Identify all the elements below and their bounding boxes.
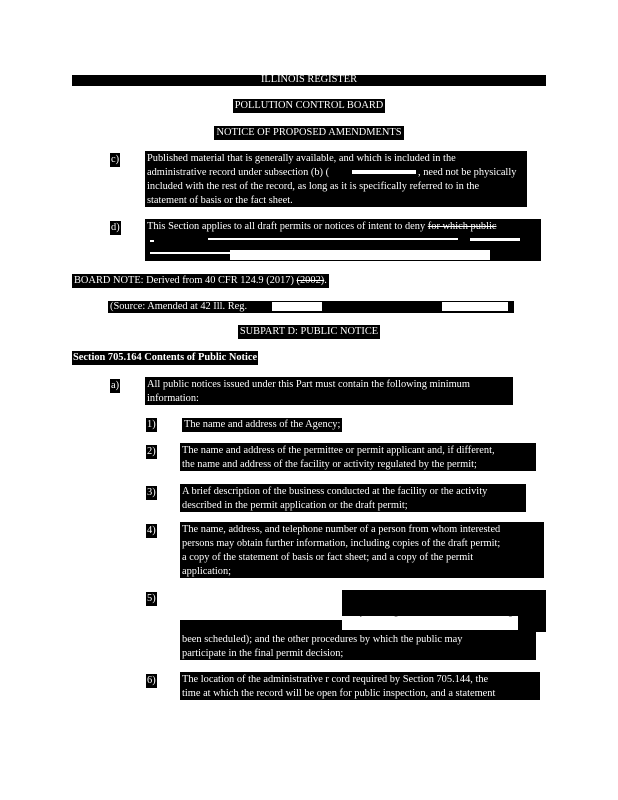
item-c-line-4: statement of basis or the fact sheet.: [147, 195, 293, 206]
item-c-line-2a: administrative record under subsection (b) (: [147, 167, 330, 178]
item-c-line-3: included with the rest of the record, as long as it is specifically referred to in the: [147, 181, 480, 192]
subitem-4-line-1: The name, address, and telephone number of a person from whom interested: [182, 524, 501, 535]
subitem-3-line-2: described in the permit application or the draft permit;: [182, 500, 408, 511]
subitem-2-label: 2): [147, 446, 156, 457]
subitem-6-line-2: time at which the record will be open for public inspection, and a statement: [182, 688, 496, 699]
scan-noise: [208, 238, 458, 240]
subitem-6-line-1: The location of the administrative r cord required by Section 705.144, the: [182, 674, 489, 685]
subpart-title-text: SUBPART D: PUBLIC NOTICE: [239, 326, 379, 337]
subitem-5-line-4: been scheduled); and the other procedures by which the public may: [182, 634, 463, 645]
source-effective: , effective: [322, 301, 364, 312]
board-note-struck: (2002): [296, 275, 325, 286]
item-d-label: d): [111, 222, 120, 233]
item-d-line-1-text: This Section applies to all draft permits or notices of intent to deny: [147, 221, 426, 232]
scan-noise: [150, 240, 154, 242]
board-note: [72, 274, 329, 288]
item-a-label: a): [111, 380, 120, 391]
item-d-line-1-struck: for which public: [427, 221, 497, 232]
subitem-4-line-2: persons may obtain further information, including copies of the draft permit;: [182, 538, 501, 549]
subpart-title: [72, 325, 546, 339]
notice-title: [72, 126, 546, 140]
board-title: [72, 99, 546, 113]
subitem-1-label: 1): [147, 419, 156, 430]
register-title: ILLINOIS REGISTER: [260, 74, 358, 85]
board-note-end: .: [324, 275, 327, 286]
source-blank-2: [442, 302, 508, 312]
source-blank-1: [272, 302, 322, 312]
redaction-mark: [352, 170, 416, 174]
subitem-5-line-5: participate in the final permit decision;: [182, 648, 344, 659]
subitem-5-line-3: cady: [522, 620, 542, 631]
subitem-6-label: 6): [147, 675, 156, 686]
subitem-5-label: 5): [147, 593, 156, 604]
subitem-4-label: 4): [147, 525, 156, 536]
item-a-line-2: information:: [147, 393, 199, 404]
subitem-4-line-4: application;: [182, 566, 232, 577]
subitem-2-line-2: the name and address of the facility or activity regulated by the permit;: [182, 459, 477, 470]
scan-noise: [470, 238, 520, 241]
notice-title-text: NOTICE OF PROPOSED AMENDMENTS: [216, 127, 402, 138]
source-close: ): [509, 301, 513, 312]
board-note-text: BOARD NOTE: Derived from 40 CFR 124.9 (2017): [74, 275, 294, 286]
item-c-line-2b: , need not be physically: [418, 167, 517, 178]
subitem-5-erased: [180, 590, 342, 620]
subitem-1-line-1: The name and address of the Agency;: [184, 419, 341, 430]
subitem-5-line-2: any hearing that will be held, including a: [350, 606, 521, 617]
board-title-text: POLLUTION CONTROL BOARD: [234, 100, 384, 111]
subitem-5-line-1: procedures required by Sections 705.181: [360, 592, 530, 603]
item-c-line-1: Published material that is generally available, and which is included in the: [147, 153, 456, 164]
redaction-gap: [230, 250, 490, 260]
item-d-line-1: [147, 220, 496, 234]
subitem-3-line-1: A brief description of the business conducted at the facility or the activity: [182, 486, 488, 497]
item-a-line-1: All public notices issued under this Part must contain the following minimum: [147, 379, 470, 390]
subitem-4-line-3: a copy of the statement of basis or fact sheet; and a copy of the permit: [182, 552, 474, 563]
source-text: (Source: Amended at 42 Ill. Reg.: [110, 301, 248, 312]
subitem-2-line-1: The name and address of the permittee or permit applicant and, if different,: [182, 445, 495, 456]
subitem-3-label: 3): [147, 487, 156, 498]
section-heading: Section 705.164 Contents of Public Notice: [73, 352, 258, 363]
item-c-label: c): [111, 154, 120, 165]
